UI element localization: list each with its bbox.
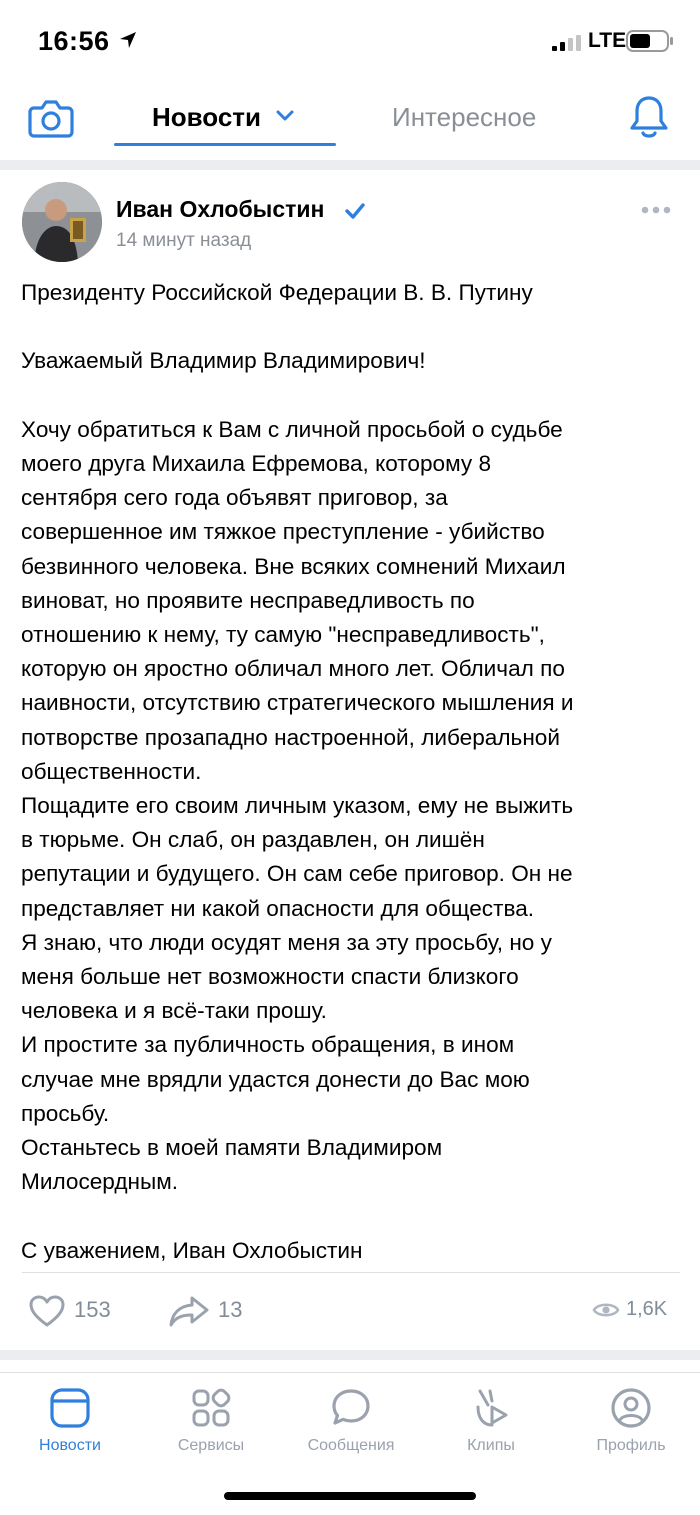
post-text-line: моего друга Михаила Ефремова, которому 8 xyxy=(21,450,492,476)
avatar[interactable] xyxy=(22,182,102,262)
section-separator xyxy=(0,1350,700,1360)
location-arrow-icon xyxy=(118,30,138,50)
tabbar-label: Профиль xyxy=(596,1437,666,1454)
post-text-line xyxy=(21,310,681,344)
messages-icon xyxy=(330,1387,372,1429)
share-count[interactable]: 13 xyxy=(218,1297,243,1322)
post-text-line: сентября сего года объявят приговор, за xyxy=(21,485,448,511)
chevron-down-icon[interactable] xyxy=(276,110,294,122)
post-text-line: представляет ни какой опасности для общества. xyxy=(21,895,535,921)
post-text-line: Я знаю, что люди осудят меня за эту просьбу, но у xyxy=(21,929,552,955)
battery-icon xyxy=(626,30,674,52)
tabbar-label: Сервисы xyxy=(177,1437,245,1454)
tabbar-item-messages[interactable] xyxy=(286,1385,416,1465)
camera-icon[interactable] xyxy=(28,98,74,138)
post-text-line: И простите за публичность обращения, в ином xyxy=(21,1032,515,1058)
tabbar-label: Сообщения xyxy=(307,1437,395,1454)
post-text-line: случае мне врядли удастся донести до Вас мою xyxy=(21,1066,530,1092)
post-divider xyxy=(22,1272,680,1273)
post-text-line: виноват, но проявите несправедливость по xyxy=(21,587,475,613)
section-separator xyxy=(0,160,700,170)
post-text-line: Президенту Российской Федерации В. В. Путину xyxy=(21,280,533,305)
signal-strength-icon xyxy=(552,35,582,51)
post-text-line: С уважением, Иван Охлобыстин xyxy=(21,1237,363,1263)
tabbar-item-profile[interactable] xyxy=(566,1385,696,1465)
view-count: 1,6K xyxy=(626,1298,668,1320)
like-count[interactable]: 153 xyxy=(74,1297,111,1322)
post-text-line: Пощадите его своим личным указом, ему не выжить xyxy=(21,793,574,819)
post-text-line: совершенное им тяжкое преступление - убийство xyxy=(21,519,545,545)
tabbar-label: Клипы xyxy=(467,1437,515,1454)
post-text-line: наивности, отсутствию стратегического мышления и xyxy=(21,690,574,716)
post-text-line: Уважаемый Владимир Владимирович! xyxy=(21,348,426,374)
post-text-line xyxy=(21,379,681,413)
post-text-line xyxy=(21,1199,681,1233)
post-text-line: отношению к нему, ту самую "несправедливость", xyxy=(21,622,545,647)
post-text-line: безвинного человека. Вне всяких сомнений Михаил xyxy=(21,553,566,579)
avatar-photo xyxy=(22,182,102,262)
more-options-icon[interactable] xyxy=(640,204,672,216)
post-text-line: человека и я всё-таки прошу. xyxy=(21,998,327,1024)
tabbar-label: Новости xyxy=(39,1437,101,1454)
post-text-line: меня больше нет возможности спасти близкого xyxy=(21,964,519,990)
like-heart-icon[interactable] xyxy=(28,1294,66,1328)
status-bar xyxy=(0,0,700,80)
tab-interesting[interactable]: Интересное xyxy=(392,102,537,132)
top-header xyxy=(0,80,700,160)
profile-icon xyxy=(610,1387,652,1429)
post-author-name[interactable]: Иван Охлобыстин xyxy=(116,196,325,222)
post-text-line: Хочу обратиться к Вам с личной просьбой о судьбе xyxy=(21,416,563,442)
post-body xyxy=(21,276,681,1268)
status-time: 16:56 xyxy=(38,26,110,56)
tabbar-item-clips[interactable] xyxy=(426,1385,556,1465)
clips-icon xyxy=(470,1387,512,1429)
home-indicator xyxy=(224,1492,476,1500)
post-text-line: которую он яростно обличал много лет. Обличал по xyxy=(21,656,565,682)
post-text-line: репутации и будущего. Он сам себе приговор. Он не xyxy=(21,861,573,887)
post-text-line: общественности. xyxy=(21,758,202,784)
post-text-line: потворстве прозападно настроенной, либеральной xyxy=(21,724,560,750)
tabbar-item-news[interactable] xyxy=(5,1385,135,1465)
post-text-line: в тюрьме. Он слаб, он раздавлен, он лишён xyxy=(21,827,485,853)
post-timestamp: 14 минут назад xyxy=(116,230,252,251)
services-icon xyxy=(190,1387,232,1429)
post-text-line: Милосердным. xyxy=(21,1169,179,1195)
news-icon xyxy=(49,1387,91,1429)
post-text-line: просьбу. xyxy=(21,1100,110,1126)
notifications-bell-icon[interactable] xyxy=(628,94,670,140)
network-type: LTE xyxy=(588,29,627,52)
verified-check-icon xyxy=(344,200,366,222)
tab-news[interactable]: Новости xyxy=(152,102,262,132)
tabbar-item-services[interactable] xyxy=(146,1385,276,1465)
active-tab-indicator xyxy=(114,143,336,146)
post-text-line: Останьтесь в моей памяти Владимиром xyxy=(21,1135,443,1161)
views-eye-icon xyxy=(592,1300,620,1320)
share-arrow-icon[interactable] xyxy=(168,1295,210,1327)
tabbar-border xyxy=(0,1372,700,1373)
